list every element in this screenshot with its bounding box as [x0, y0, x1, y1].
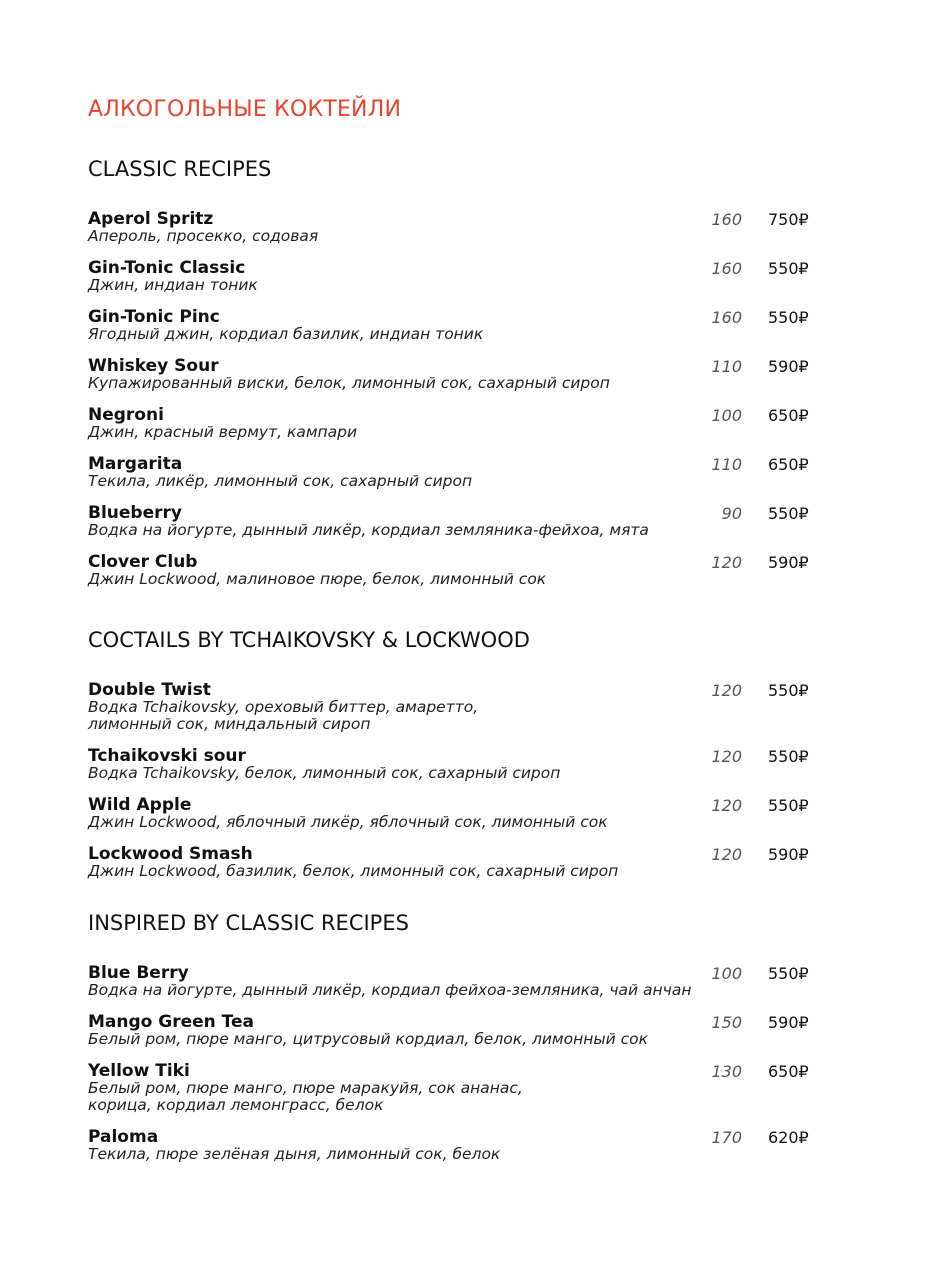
item-price: 550₽ — [768, 796, 809, 815]
item-name: Margarita — [88, 454, 183, 474]
item-name: Blueberry — [88, 503, 182, 523]
section-title: INSPIRED BY CLASSIC RECIPES — [88, 911, 409, 935]
item-description: Купажированный виски, белок, лимонный сок, сахарный сироп — [88, 374, 610, 392]
item-price: 550₽ — [768, 259, 809, 278]
item-description: Апероль, просекко, содовая — [88, 227, 319, 245]
menu-item — [88, 1013, 848, 1048]
item-price: 590₽ — [768, 1013, 809, 1032]
item-description: Джин, красный вермут, кампари — [88, 423, 358, 441]
menu-item — [88, 455, 848, 490]
item-volume: 110 — [711, 357, 742, 376]
item-price: 590₽ — [768, 553, 809, 572]
section-title: CLASSIC RECIPES — [88, 157, 272, 181]
item-name: Blue Berry — [88, 963, 189, 983]
menu-item — [88, 1128, 848, 1163]
item-volume: 110 — [711, 455, 742, 474]
item-description: Джин Lockwood, малиновое пюре, белок, лимонный сок — [88, 570, 547, 588]
item-volume: 120 — [711, 796, 742, 815]
item-price: 550₽ — [768, 308, 809, 327]
item-name: Whiskey Sour — [88, 356, 219, 376]
item-description: Джин Lockwood, базилик, белок, лимонный сок, сахарный сироп — [88, 862, 619, 880]
item-volume: 120 — [711, 845, 742, 864]
item-name: Double Twist — [88, 680, 211, 700]
item-volume: 100 — [711, 964, 742, 983]
item-description: Белый ром, пюре манго, пюре маракуйя, сок ананас, — [88, 1079, 523, 1097]
item-description: Текила, ликёр, лимонный сок, сахарный сироп — [88, 472, 473, 490]
item-price: 650₽ — [768, 455, 809, 474]
item-volume: 170 — [711, 1128, 742, 1147]
item-volume: 120 — [711, 681, 742, 700]
menu-item — [88, 210, 848, 245]
menu-item — [88, 681, 848, 733]
item-name: Paloma — [88, 1127, 159, 1147]
menu-item — [88, 845, 848, 880]
item-description: Джин, индиан тоник — [88, 276, 258, 294]
item-volume: 120 — [711, 747, 742, 766]
menu-item — [88, 259, 848, 294]
menu-item — [88, 553, 848, 588]
menu-item — [88, 1062, 848, 1114]
item-price: 550₽ — [768, 747, 809, 766]
item-name: Negroni — [88, 405, 164, 425]
item-description: Водка Tchaikovsky, белок, лимонный сок, сахарный сироп — [88, 764, 561, 782]
menu-item — [88, 504, 848, 539]
section-title: COCTAILS BY TCHAIKOVSKY & LOCKWOOD — [88, 628, 530, 652]
item-volume: 160 — [711, 308, 742, 327]
item-name: Clover Club — [88, 552, 198, 572]
item-price: 650₽ — [768, 406, 809, 425]
item-description: Водка на йогурте, дынный ликёр, кордиал земляника-фейхоа, мята — [88, 521, 649, 539]
menu-section — [88, 909, 848, 1163]
item-name: Yellow Tiki — [88, 1061, 190, 1081]
item-description: корица, кордиал лемонграсс, белок — [88, 1096, 384, 1114]
page-title: АЛКОГОЛЬНЫЕ КОКТЕЙЛИ — [88, 97, 402, 122]
item-name: Mango Green Tea — [88, 1012, 255, 1032]
item-description: Джин Lockwood, яблочный ликёр, яблочный сок, лимонный сок — [88, 813, 608, 831]
menu-item — [88, 406, 848, 441]
menu-section — [88, 626, 848, 880]
item-price: 590₽ — [768, 357, 809, 376]
item-volume: 90 — [721, 504, 742, 523]
item-name: Lockwood Smash — [88, 844, 253, 864]
item-name: Wild Apple — [88, 795, 192, 815]
item-name: Aperol Spritz — [88, 209, 214, 229]
item-volume: 100 — [711, 406, 742, 425]
menu-item — [88, 796, 848, 831]
item-price: 550₽ — [768, 504, 809, 523]
menu-item — [88, 747, 848, 782]
item-name: Tchaikovski sour — [88, 746, 246, 766]
item-volume: 150 — [711, 1013, 742, 1032]
item-name: Gin-Tonic Classic — [88, 258, 246, 278]
item-description: Белый ром, пюре манго, цитрусовый кордиал, белок, лимонный сок — [88, 1030, 648, 1048]
item-description: Текила, пюре зелёная дыня, лимонный сок, белок — [88, 1145, 501, 1163]
menu-section — [88, 155, 848, 588]
item-description: лимонный сок, миндальный сироп — [88, 715, 371, 733]
item-price: 590₽ — [768, 845, 809, 864]
menu-item — [88, 308, 848, 343]
item-volume: 160 — [711, 210, 742, 229]
item-volume: 130 — [711, 1062, 742, 1081]
item-price: 550₽ — [768, 681, 809, 700]
item-price: 550₽ — [768, 964, 809, 983]
item-description: Водка Tchaikovsky, ореховый биттер, амаретто, — [88, 698, 479, 716]
item-price: 650₽ — [768, 1062, 809, 1081]
item-description: Водка на йогурте, дынный ликёр, кордиал фейхоа-земляника, чай анчан — [88, 981, 692, 999]
item-price: 620₽ — [768, 1128, 809, 1147]
item-volume: 160 — [711, 259, 742, 278]
item-volume: 120 — [711, 553, 742, 572]
item-price: 750₽ — [768, 210, 809, 229]
item-name: Gin-Tonic Pinc — [88, 307, 220, 327]
menu-item — [88, 357, 848, 392]
menu-item — [88, 964, 848, 999]
item-description: Ягодный джин, кордиал базилик, индиан тоник — [88, 325, 484, 343]
